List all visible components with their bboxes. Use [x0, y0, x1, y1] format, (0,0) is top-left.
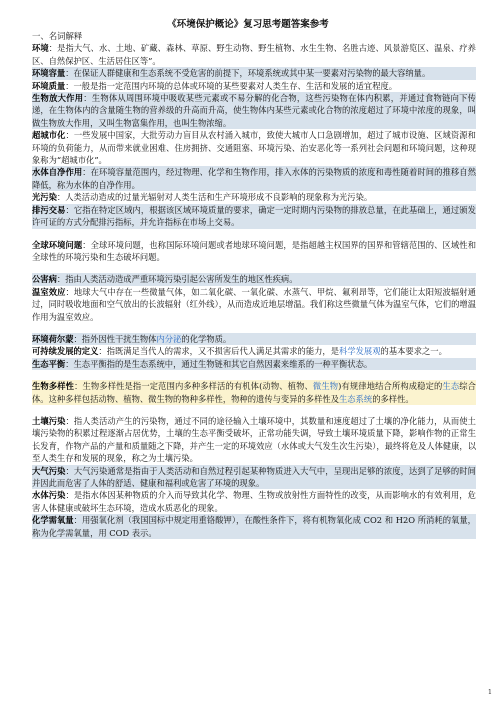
term: 全球环境问题 — [32, 239, 83, 250]
link-shengtai-xitong[interactable]: 生态系统 — [339, 393, 373, 404]
term: 排污交易 — [32, 204, 66, 215]
definition: ：全球环境问题，也称国际环境问题或者地球环境问题，是指超越主权国界的国界和管辖范围的、区域性和全球性的环境污染和生态破坏问题。 — [32, 239, 476, 262]
definition: ：地球大气中存在一些微量气体，如二氧化碳、一氧化碳、水蒸气、甲烷、氟利昂等，它们能让太阳短波辐射通过，同时吸收地面和空气放出的长波辐射（红外线），从而造成近地层增温。我们称这些微量气体为温室气体，它们的增温作用为温室效应。 — [32, 286, 476, 322]
definition: ：在环境容量范围内，经过物理、化学和生物作用，排入水体的污染物质的浓度和毒性随着时间的推移自然降低，称为水体的自净作用。 — [32, 167, 476, 190]
term: 温室效应 — [32, 286, 66, 297]
entry-huaxue-xuyangliang — [32, 514, 476, 539]
term: 环境容量 — [32, 68, 66, 79]
definition: ：它指在特定区域内，根据该区域环境质量的要求，确定一定时期内污染物的排放总量，在此基础上，通过颁发许可证的方式分配排污指标，并允许指标在市场上交易。 — [32, 204, 476, 228]
link-kexue-fazhanguan[interactable]: 科学发展观 — [339, 346, 381, 357]
definition: ：是指大气、水、土地、矿藏、森林、草原、野生动物、野生植物、水生生物、名胜古迹、风景游览区、温泉、疗养区、自然保护区、生活居住区等”。 — [32, 43, 476, 66]
entry-paiwu-jiaoyi — [32, 204, 476, 229]
definition: ：一些发展中国家，大批劳动力盲目从农村涌入城市，致使大城市人口急剧增加，超过了城市设施、区域资源和环境的负荷能力，从而带来就业困难、住房拥挤、交通阻塞、环境污染、治安恶化等一系列社会问题和环境问题，这种现象称为“超城市化”。 — [32, 130, 476, 166]
link-neifenmi[interactable]: 内分泌 — [156, 333, 182, 344]
entry-gonghai-bing — [32, 273, 476, 285]
entry-guang-wuran — [32, 191, 476, 203]
document-title: 《环境保护概论》复习思考题答案参考 — [167, 19, 329, 30]
term: 可持续发展的定义 — [32, 346, 99, 357]
definition: ：生态平衡指的是生态系统中，通过生物链和其它自然因素来维系的一种平衡状态。 — [65, 358, 373, 369]
definition: ：用强氧化剂（我国国标中规定用重铬酸钾），在酸性条件下，将有机物氧化成 CO2 和 H2O 所消耗的氧量，称为化学需氧量，用 COD 表示。 — [32, 515, 476, 538]
link-shengtai[interactable]: 生态 — [442, 381, 460, 392]
entry-quanqiu-huanjing — [32, 239, 476, 264]
term: 光污染 — [32, 192, 57, 203]
entry-huanjing — [32, 42, 476, 67]
entry-turang-wuran — [32, 415, 476, 465]
definition: ：一般是指一定范围内环境的总体或环境的某些要素对人类生存、生活和发展的适宜程度。 — [65, 80, 398, 91]
term: 公害病 — [32, 274, 57, 285]
definition: ：指由人类活动造成严重环境污染引起公害所发生的地区性疾病。 — [56, 274, 298, 285]
term: 化学需氧量 — [32, 515, 74, 526]
term: 大气污染 — [32, 465, 66, 476]
entry-shengwu-fangda — [32, 92, 476, 129]
entry-shuiti-zijing — [32, 166, 476, 191]
entry-chao-chengshihua — [32, 129, 476, 166]
term: 生物多样性 — [32, 381, 75, 392]
entry-huanjing-rongliang — [32, 67, 476, 79]
definition: ：大气污染通常是指由于人类活动和自然过程引起某种物质进入大气中，呈现出足够的浓度，达到了足够的时间并因此而危害了人体的舒适、健康和福利或危害了环境的现象。 — [32, 465, 476, 488]
term: 环境 — [32, 43, 49, 54]
term: 土壤污染 — [32, 415, 66, 426]
term: 水体自净作用 — [32, 167, 83, 178]
entry-shengwu-duoyangxing: 生物多样性：生物多样性是指一定范围内多种多样活的有机体(动物、植物、微生物)有规律地结合所构成稳定的生态综合体。这种多样包括动物、植物、微生物的物种多样性，物种的遗传与变异的多样性及生态系统的多样性。 — [32, 381, 476, 404]
definition: ：生物体从周围环境中吸收某些元素或不易分解的化合物，这些污染物在体内积累，并通过食物链向下传递，在生物体内的含量随生物的营养级的升高而升高，使生物体内某些元素或化合物的浓度超过了环境中浓度的现象，叫做生物放大作用，又叫生物富集作用，也叫生物浓缩。 — [32, 93, 476, 128]
term: 生态平衡 — [32, 358, 66, 369]
definition: ：人类活动造成的过量光辐射对人类生活和生产环境形成不良影响的现象称为光污染。 — [56, 192, 373, 203]
term: 生物放大作用 — [32, 93, 84, 104]
definition: ：指既满足当代人的需求，又不损害后代人满足其需求的能力，是 — [98, 346, 340, 357]
definition: ：指人类活动产生的污染物，通过不同的途径输入土壤环境中，其数量和速度超过了土壤的净化能力，从而使土壤污染物的积累过程逐渐占居优势，土壤的生态平衡受破坏，正常功能失调，导致土壤环境质量下降，影响作物的正常生长发育，作物产品的产量和质量随之下降，并产生一定的环境效应（水体或大气发生次生污染），最终将危及人体健康，以至人类生存和发展的现象，称之为土壤污染。 — [32, 415, 476, 464]
section-heading: 一、名词解释 — [32, 31, 83, 41]
term: 环境荷尔蒙 — [32, 333, 74, 344]
page-number: 1 — [487, 688, 492, 696]
definition: ：指外因性干扰生物体 — [73, 333, 157, 344]
entry-wenshi-xiaoying — [32, 286, 476, 323]
definition: ：是指水体因某种物质的介入而导致其化学、物理、生物或放射性方面特性的改变，从而影响水的有效利用，危害人体健康或破坏生态环境，造成水质恶化的现象。 — [32, 490, 476, 513]
definition: ：在保证人群健康和生态系统不受危害的前提下，环境系统或其中某一要素对污染物的最大容纳量。 — [65, 68, 431, 79]
term: 超城市化 — [32, 130, 66, 141]
term: 环境质量 — [32, 80, 66, 91]
entry-huanjing-zhiliang — [32, 80, 476, 92]
link-weishengwu[interactable]: 微生物 — [312, 381, 339, 392]
entry-daqi-wuran — [32, 465, 476, 490]
entry-huanjing-heermeng: 环境荷尔蒙：指外因性干扰生物体内分泌的化学物质。 — [32, 333, 476, 345]
term: 水体污染 — [32, 490, 66, 501]
definition: ：生物多样性是指一定范围内多种多样活的有机体(动物、植物、 — [74, 381, 313, 392]
entry-kechixu-fazhan: 可持续发展的定义：指既满足当代人的需求，又不损害后代人满足其需求的能力，是科学发展观的基本要求之一。 — [32, 346, 447, 357]
document-body — [32, 30, 476, 539]
entry-shuiti-wuran — [32, 489, 476, 514]
entry-shengtai-pingheng — [32, 358, 476, 370]
